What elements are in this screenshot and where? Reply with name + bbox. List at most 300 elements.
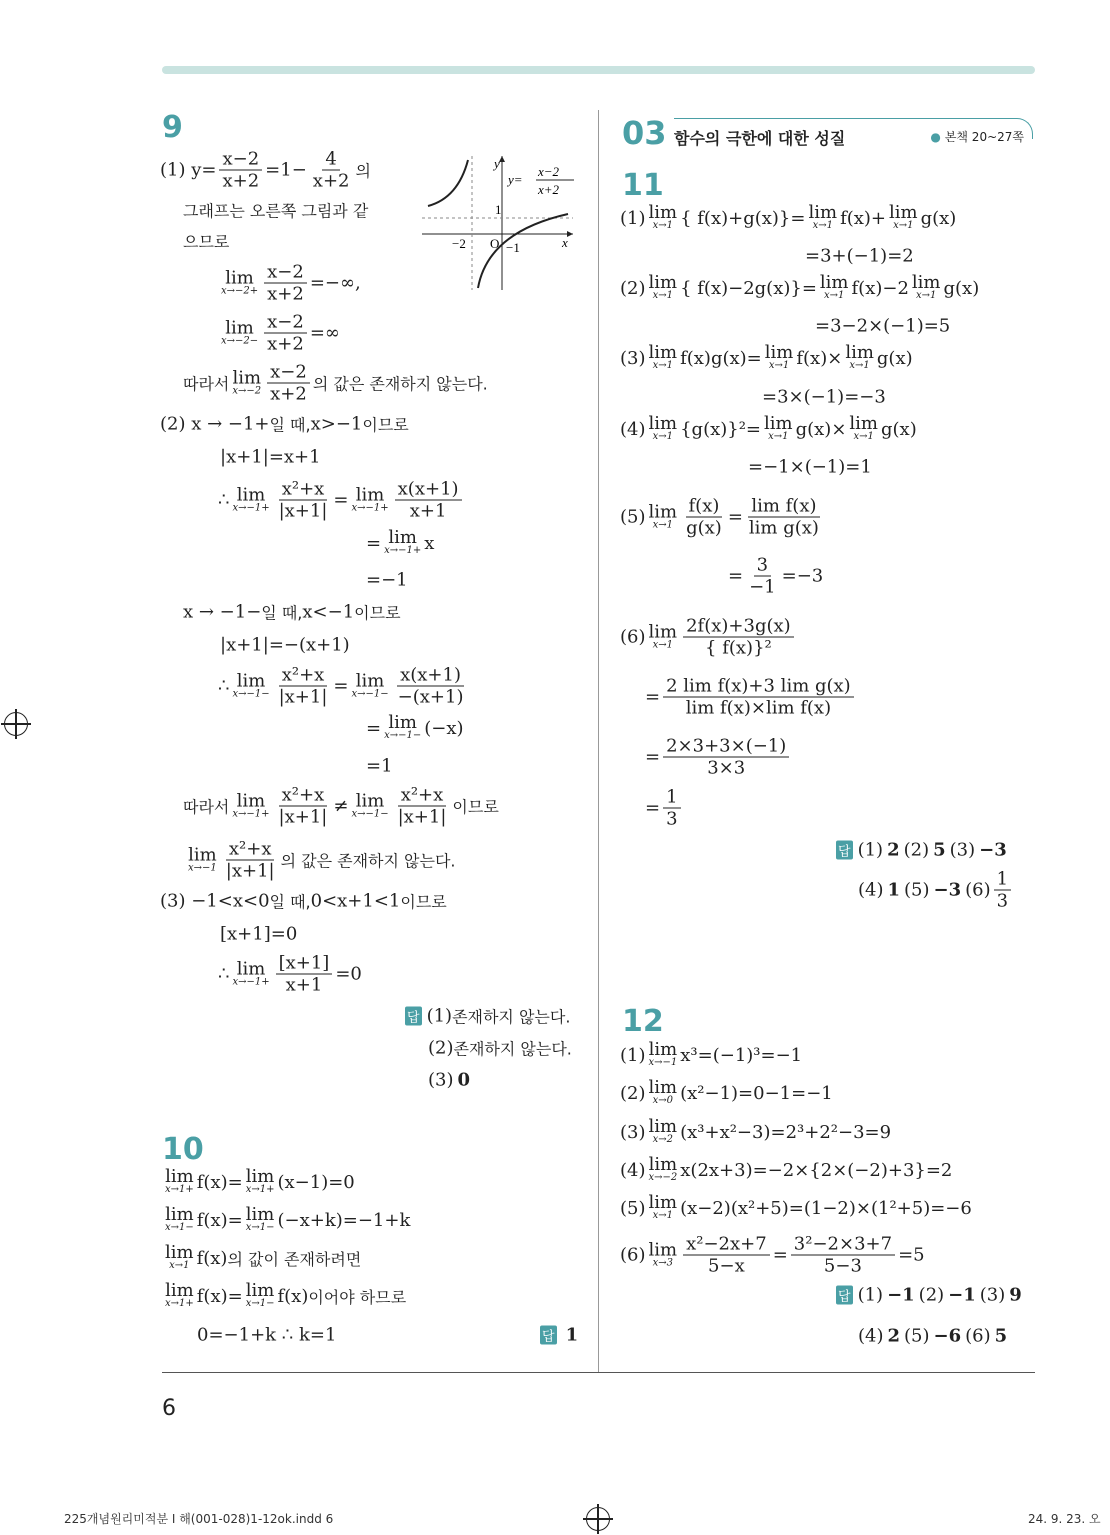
numerator: x−2 xyxy=(267,362,310,384)
lim-word: lim xyxy=(849,413,879,434)
answer-value: 2 xyxy=(887,839,900,861)
korean-text: 따라서 xyxy=(183,374,230,394)
lim-subscript: x→1 xyxy=(768,360,790,371)
numerator: x²+x xyxy=(279,665,328,687)
limit xyxy=(188,844,217,873)
math-text: =−1×(−1)=1 xyxy=(748,456,872,478)
numerator: 4 xyxy=(322,149,339,171)
denominator: x+2 xyxy=(312,170,350,192)
limit xyxy=(648,1116,678,1145)
math-text: = xyxy=(366,717,382,739)
lim-subscript: x→1+ xyxy=(165,1184,194,1195)
numerator: lim f(x) xyxy=(748,496,819,518)
math-text: =∞ xyxy=(309,322,340,344)
solution-line xyxy=(836,840,1011,861)
solution-line xyxy=(858,1326,1011,1347)
math-text: = xyxy=(728,565,744,587)
fraction xyxy=(276,479,331,522)
solution-line xyxy=(620,1077,833,1106)
solution-line xyxy=(162,1204,411,1233)
numerator: 2 lim f(x)+3 lim g(x) xyxy=(663,676,854,698)
lim-subscript: x→1− xyxy=(245,1222,275,1233)
answer-value: 1 xyxy=(565,1324,579,1346)
answer-value: −1 xyxy=(887,1284,915,1306)
y-label: y xyxy=(494,156,500,171)
numerator: x²+x xyxy=(279,479,328,501)
limit xyxy=(764,413,793,442)
limit xyxy=(648,501,678,530)
lim-subscript: x→1 xyxy=(652,290,673,301)
denominator: x+2 xyxy=(267,333,304,355)
fraction xyxy=(791,1234,895,1277)
math-text: x³=(−1)³=−1 xyxy=(680,1044,803,1066)
lim-subscript: x→−2 xyxy=(648,1172,678,1183)
lim-word: lim xyxy=(648,1239,678,1260)
fraction xyxy=(223,839,278,882)
lim-subscript: x→1− xyxy=(245,1298,275,1309)
math-text: f(x)+ xyxy=(840,207,887,229)
math-text: (3) xyxy=(620,347,646,369)
lim-word: lim xyxy=(648,1154,678,1175)
limit xyxy=(351,790,389,819)
denominator: g(x) xyxy=(686,517,722,539)
korean-text: 의 값은 존재하지 않는다. xyxy=(280,851,456,871)
hyperbola-graph xyxy=(418,152,578,292)
lim-word: lim xyxy=(236,958,266,979)
limit xyxy=(245,1280,275,1309)
x-label: x xyxy=(562,235,568,250)
math-text: [x+1]=0 xyxy=(220,923,298,945)
reference xyxy=(930,128,1024,145)
lim-subscript: x→1 xyxy=(652,1210,673,1221)
math-text: ≠ xyxy=(333,795,349,817)
math-text: ∴ xyxy=(218,963,230,985)
limit xyxy=(351,670,389,699)
numerator: x²−2x+7 xyxy=(683,1234,770,1256)
limit xyxy=(889,202,918,231)
math-text: (x−2)(x²+5)=(1−2)×(1²+5)=−6 xyxy=(680,1197,972,1219)
math-text: (1) xyxy=(620,1044,646,1066)
reference-text: 본책 20~27쪽 xyxy=(944,130,1024,144)
lim-word: lim xyxy=(355,670,385,691)
numerator: x²+x xyxy=(398,785,447,807)
bottom-rule xyxy=(162,1372,1035,1373)
limit xyxy=(849,413,879,442)
solution-line xyxy=(185,839,456,882)
lim-subscript: x→1 xyxy=(652,431,673,442)
math-text: g(x) xyxy=(943,277,980,299)
lim-word: lim xyxy=(225,267,254,288)
answer-value: 1 xyxy=(887,879,901,901)
fraction xyxy=(310,149,353,192)
answer-value: 2 xyxy=(887,1325,901,1347)
lim-word: lim xyxy=(911,272,941,293)
fraction xyxy=(264,312,307,355)
limit xyxy=(648,621,678,650)
y-axis-arrow xyxy=(499,156,505,162)
fraction xyxy=(267,362,310,405)
lim-subscript: x→1 xyxy=(849,360,870,371)
limit xyxy=(648,1154,678,1183)
limit xyxy=(648,1077,678,1106)
top-bar xyxy=(162,66,1035,74)
math-text: (3) xyxy=(979,1284,1006,1306)
answer-value: 0 xyxy=(457,1069,471,1091)
solution-line xyxy=(218,262,361,305)
lim-word: lim xyxy=(648,342,678,363)
problem-number-10: 10 xyxy=(162,1132,204,1167)
limit xyxy=(648,272,678,301)
limit xyxy=(165,1280,194,1309)
lim-subscript: x→1 xyxy=(652,360,673,371)
lim-word: lim xyxy=(236,790,266,811)
math-text: f(x)× xyxy=(796,347,843,369)
denominator: x+2 xyxy=(270,383,307,405)
denominator: { f(x)}² xyxy=(705,637,772,659)
lim-word: lim xyxy=(764,342,794,363)
limit xyxy=(165,1204,194,1233)
solution-line xyxy=(728,555,823,598)
solution-line xyxy=(748,457,872,478)
solution-line xyxy=(366,756,393,777)
solution-line xyxy=(162,1242,362,1271)
limit xyxy=(648,342,678,371)
limit xyxy=(232,484,270,513)
math-text: (1) xyxy=(620,207,646,229)
limit xyxy=(911,272,941,301)
denominator: |x+1| xyxy=(278,806,328,828)
solution-line xyxy=(405,1005,570,1028)
math-text: ∴ xyxy=(218,675,230,697)
numerator: 2×3+3×(−1) xyxy=(663,736,789,758)
lim-word: lim xyxy=(232,367,262,388)
limit xyxy=(819,272,849,301)
solution-line xyxy=(197,1325,336,1346)
lim-word: lim xyxy=(889,202,918,223)
korean-text: 존재하지 않는다. xyxy=(452,1007,571,1027)
limit xyxy=(648,413,678,442)
math-text: = xyxy=(772,1244,788,1266)
lim-word: lim xyxy=(165,1166,194,1187)
solution-line xyxy=(183,785,499,828)
limit xyxy=(232,958,270,987)
math-text: (−x+k)=−1+k xyxy=(277,1209,411,1231)
math-text: (1) y= xyxy=(160,159,217,181)
solution-line xyxy=(183,230,229,253)
answer-value: −6 xyxy=(933,1325,962,1347)
fraction xyxy=(994,869,1011,912)
limit xyxy=(221,317,259,346)
math-text: g(x) xyxy=(920,207,957,229)
math-text: x<−1 xyxy=(302,601,355,623)
numerator: 1 xyxy=(994,869,1011,891)
denominator: 5−3 xyxy=(823,1255,862,1277)
solution-line xyxy=(220,635,350,656)
problem-number-12: 12 xyxy=(622,1004,664,1039)
denominator: lim f(x)×lim f(x) xyxy=(685,697,832,719)
lim-subscript: x→−2− xyxy=(221,335,259,346)
math-text: =5 xyxy=(898,1244,925,1266)
solution-line xyxy=(620,202,957,231)
math-text: |x+1|=−(x+1) xyxy=(220,634,350,656)
lim-subscript: x→1 xyxy=(853,431,874,442)
math-text: (6) xyxy=(965,879,991,901)
lim-word: lim xyxy=(648,272,678,293)
numerator: 3²−2×3+7 xyxy=(791,1234,895,1256)
limit xyxy=(648,202,678,231)
lim-word: lim xyxy=(819,272,849,293)
numerator: x(x+1) xyxy=(397,665,464,687)
solution-line xyxy=(218,665,469,708)
solution-line xyxy=(218,479,465,522)
limit xyxy=(845,342,874,371)
limit xyxy=(245,1166,275,1195)
print-date: 24. 9. 23. 오 xyxy=(1028,1512,1101,1526)
lim-word: lim xyxy=(236,484,266,505)
math-text: (4) xyxy=(858,879,884,901)
bullet-icon: ● xyxy=(930,130,941,144)
numerator: f(x) xyxy=(686,496,723,518)
answer-badge: 답 xyxy=(836,841,853,860)
numerator: x−2 xyxy=(264,262,307,284)
solution-line xyxy=(183,362,488,405)
math-text: = xyxy=(645,797,661,819)
fraction xyxy=(663,787,680,830)
solution-line xyxy=(620,413,917,442)
denominator: x+2 xyxy=(222,170,260,192)
math-text: = xyxy=(727,506,743,528)
fraction xyxy=(663,736,789,779)
lim-word: lim xyxy=(648,413,678,434)
solution-line xyxy=(220,447,321,468)
math-text: (2) x → −1+ xyxy=(160,413,270,435)
solution-line xyxy=(620,496,825,539)
lim-word: lim xyxy=(236,670,266,691)
denominator: |x+1| xyxy=(278,500,328,522)
lim-word: lim xyxy=(648,1077,678,1098)
korean-text: 그래프는 오른쪽 그림과 같 xyxy=(183,201,369,221)
lim-word: lim xyxy=(764,413,793,434)
math-text: x(2x+3)=−2×{2×(−2)+3}=2 xyxy=(680,1159,953,1181)
fraction xyxy=(683,616,794,659)
fraction xyxy=(276,665,331,708)
math-text: g(x) xyxy=(876,347,913,369)
math-text: (3) −1<x<0 xyxy=(160,890,270,912)
limit xyxy=(232,670,270,699)
solution-line xyxy=(620,616,797,659)
eq-den: x+2 xyxy=(538,182,560,197)
answer-value: −3 xyxy=(979,839,1007,861)
lim-subscript: x→−1+ xyxy=(232,502,270,513)
math-text: (6) xyxy=(620,626,646,648)
math-text: (2) xyxy=(620,277,646,299)
solution-line xyxy=(366,570,408,591)
lim-subscript: x→−1+ xyxy=(232,976,270,987)
korean-text: 일 때, xyxy=(261,603,303,623)
fraction xyxy=(746,496,822,539)
solution-line xyxy=(428,1037,572,1060)
math-text: (2) xyxy=(903,839,930,861)
lim-subscript: x→−1+ xyxy=(351,502,389,513)
lim-subscript: x→2 xyxy=(652,1134,673,1145)
denominator: x+1 xyxy=(409,500,447,522)
problem-number-11: 11 xyxy=(622,168,664,203)
korean-text: 이므로 xyxy=(362,415,409,435)
korean-text: 으므로 xyxy=(183,232,230,252)
math-text: (−x) xyxy=(424,717,464,739)
denominator: |x+1| xyxy=(278,686,328,708)
lim-word: lim xyxy=(355,790,385,811)
lim-word: lim xyxy=(388,712,417,733)
korean-text: 이어야 하므로 xyxy=(308,1287,407,1307)
lim-word: lim xyxy=(808,202,838,223)
solution-line xyxy=(428,1070,474,1091)
tick-x: −2 xyxy=(452,236,466,251)
math-text: =−1 xyxy=(366,569,408,591)
solution-line xyxy=(645,787,684,830)
limit xyxy=(165,1166,194,1195)
math-text: = xyxy=(333,675,349,697)
limit xyxy=(648,1039,678,1068)
math-text: (5) xyxy=(620,506,646,528)
answer-value: −3 xyxy=(933,879,962,901)
denominator: −(x+1) xyxy=(397,686,464,708)
denominator: 3×3 xyxy=(707,757,746,779)
lim-subscript: x→−2+ xyxy=(221,285,259,296)
left-branch xyxy=(428,160,468,206)
solution-line xyxy=(620,1192,972,1221)
lim-subscript: x→−1− xyxy=(351,808,389,819)
solution-line xyxy=(183,199,368,222)
solution-line xyxy=(183,601,401,624)
numerator: 2f(x)+3g(x) xyxy=(683,616,794,638)
math-text: (x−1)=0 xyxy=(277,1171,355,1193)
solution-line xyxy=(836,1285,1026,1306)
math-text: f(x)= xyxy=(196,1285,243,1307)
math-text: f(x) xyxy=(196,1247,228,1269)
numerator: x²+x xyxy=(226,839,275,861)
lim-subscript: x→−1− xyxy=(351,688,389,699)
fraction xyxy=(276,953,333,996)
math-text: x → −1− xyxy=(183,601,262,623)
solution-line xyxy=(160,890,447,913)
math-text: |x+1|=x+1 xyxy=(220,446,321,468)
solution-line xyxy=(162,1280,407,1309)
lim-word: lim xyxy=(245,1204,275,1225)
korean-text: 일 때, xyxy=(269,415,311,435)
section-header xyxy=(622,114,1034,154)
math-text: f(x) xyxy=(277,1285,309,1307)
lim-subscript: x→1 xyxy=(916,290,937,301)
lim-subscript: x→1 xyxy=(652,220,673,231)
fraction xyxy=(276,785,331,828)
denominator: 3 xyxy=(666,808,678,830)
math-text: x>−1 xyxy=(310,413,363,435)
math-text: (2) xyxy=(428,1037,454,1059)
denominator: lim g(x) xyxy=(748,517,819,539)
lim-subscript: x→0 xyxy=(652,1095,673,1106)
math-text: 0<x+1<1 xyxy=(310,890,401,912)
korean-text: 의 xyxy=(355,161,371,181)
math-text: f(x)= xyxy=(196,1209,243,1231)
math-text: ∴ xyxy=(218,489,230,511)
solution-line xyxy=(858,869,1014,912)
lim-subscript: x→1+ xyxy=(165,1298,194,1309)
fraction xyxy=(683,496,725,539)
math-text: x xyxy=(424,532,435,554)
solution-line xyxy=(805,246,914,267)
solution-line xyxy=(366,527,435,556)
numerator: [x+1] xyxy=(276,953,333,975)
math-text: f(x)= xyxy=(196,1171,243,1193)
lim-word: lim xyxy=(188,844,217,865)
lim-word: lim xyxy=(225,317,254,338)
math-text: =−∞, xyxy=(309,272,361,294)
lim-word: lim xyxy=(245,1166,275,1187)
solution-line xyxy=(620,1116,892,1145)
lim-subscript: x→−1− xyxy=(384,730,422,741)
lim-word: lim xyxy=(648,1039,678,1060)
math-text: =0 xyxy=(335,963,362,985)
korean-text: 존재하지 않는다. xyxy=(453,1039,572,1059)
lim-word: lim xyxy=(648,621,678,642)
lim-subscript: x→−1 xyxy=(188,862,217,873)
lim-word: lim xyxy=(648,202,678,223)
denominator: |x+1| xyxy=(225,860,275,882)
registration-mark-icon xyxy=(4,712,28,736)
math-text: (5) xyxy=(620,1197,646,1219)
math-text: = xyxy=(645,746,661,768)
math-text: = xyxy=(645,686,661,708)
limit xyxy=(648,1192,678,1221)
limit xyxy=(232,790,270,819)
denominator: x+2 xyxy=(267,283,304,305)
solution-line xyxy=(620,1234,925,1277)
math-text: =3+(−1)=2 xyxy=(805,245,914,267)
solution-line xyxy=(645,736,792,779)
lim-word: lim xyxy=(165,1204,194,1225)
numerator: x−2 xyxy=(264,312,307,334)
math-text: =3×(−1)=−3 xyxy=(762,386,886,408)
answer-value: 9 xyxy=(1009,1284,1022,1306)
fraction xyxy=(219,149,262,192)
math-text: =3−2×(−1)=5 xyxy=(815,315,951,337)
lim-subscript: x→1− xyxy=(165,1222,194,1233)
math-text: =−3 xyxy=(781,565,824,587)
math-text: f(x)g(x)= xyxy=(680,347,762,369)
limit xyxy=(351,484,389,513)
lim-word: lim xyxy=(845,342,874,363)
lim-subscript: x→3 xyxy=(652,1257,673,1268)
korean-text: 의 값이 존재하려면 xyxy=(227,1249,362,1269)
limit xyxy=(808,202,838,231)
math-text: f(x)−2 xyxy=(851,277,909,299)
math-text: { f(x)+g(x)}= xyxy=(680,207,806,229)
page-number: 6 xyxy=(162,1396,176,1421)
math-text: (2) xyxy=(620,1082,646,1104)
math-text: (3) xyxy=(620,1121,646,1143)
answer-value: 5 xyxy=(994,1325,1008,1347)
korean-text: 의 값은 존재하지 않는다. xyxy=(312,374,488,394)
math-text: (3) xyxy=(949,839,976,861)
lim-subscript: x→−1+ xyxy=(232,808,270,819)
solution-line xyxy=(762,387,886,408)
solution-line xyxy=(220,924,297,945)
math-text: (5) xyxy=(904,1325,930,1347)
lim-subscript: x→−2 xyxy=(232,385,262,396)
answer-badge: 답 xyxy=(836,1286,853,1305)
korean-text: 따라서 xyxy=(183,797,230,817)
